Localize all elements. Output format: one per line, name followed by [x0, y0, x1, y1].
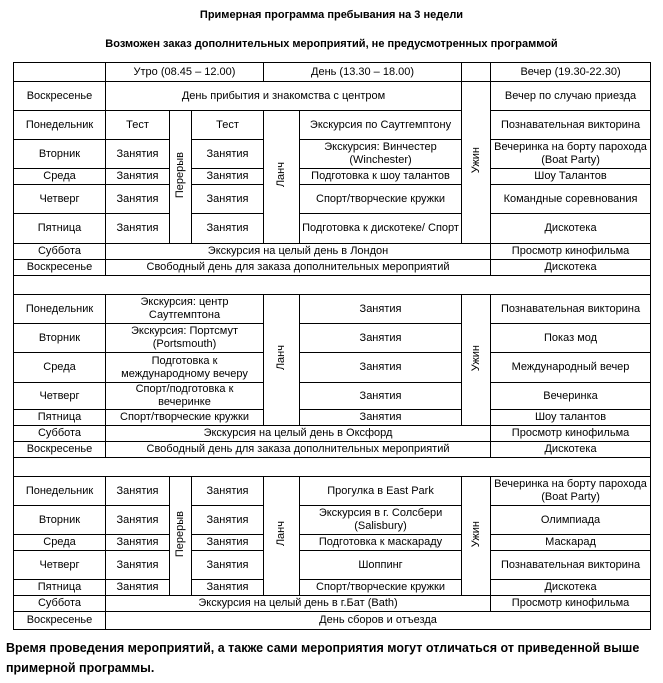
table-row	[14, 244, 651, 260]
day-cell: Пятница	[14, 580, 106, 596]
activity-cell: Свободный день для заказа дополнительных мероприятий	[106, 260, 491, 276]
dinner-break-cell: Ужин	[462, 295, 491, 426]
evening-cell: Вечер по случаю приезда	[491, 82, 651, 111]
table-row	[14, 506, 651, 535]
day-cell: Вторник	[14, 324, 106, 353]
table-row	[14, 383, 651, 410]
day-cell: Среда	[14, 353, 106, 383]
morning-cell: Подготовка к международному вечеру	[106, 353, 264, 383]
evening-cell: Международный вечер	[491, 353, 651, 383]
table-row	[14, 442, 651, 458]
activity-cell: Экскурсия на целый день в Оксфорд	[106, 426, 491, 442]
table-row	[14, 169, 651, 185]
day-cell: Воскресенье	[14, 442, 106, 458]
day-cell: Понедельник	[14, 295, 106, 324]
evening-cell: Маскарад	[491, 535, 651, 551]
afternoon-cell: Занятия	[300, 353, 462, 383]
morning-cell: Занятия	[192, 214, 264, 244]
table-row	[14, 410, 651, 426]
page-title: Примерная программа пребывания на 3 недели	[199, 9, 464, 21]
page-subtitle: Возможен заказ дополнительных мероприятий, не предусмотренных программой	[105, 38, 558, 50]
morning-cell: Занятия	[106, 140, 170, 169]
afternoon-cell: Занятия	[300, 383, 462, 410]
day-cell: Пятница	[14, 214, 106, 244]
morning-cell: Занятия	[106, 214, 170, 244]
table-row	[14, 353, 651, 383]
afternoon-cell: Спорт/творческие кружки	[300, 185, 462, 214]
table-row	[14, 580, 651, 596]
morning-cell: Тест	[192, 111, 264, 140]
table-row	[14, 535, 651, 551]
footer-note: Время проведения мероприятий, а также сами мероприятия могут отличаться от приведенной выше примерной программы.	[6, 641, 640, 675]
day-cell: Среда	[14, 535, 106, 551]
morning-cell: Тест	[106, 111, 170, 140]
dinner-break-cell: Ужин	[462, 477, 491, 596]
pause-break-cell: Перерыв	[170, 111, 192, 244]
morning-cell: Занятия	[106, 580, 170, 596]
table-row	[14, 140, 651, 169]
morning-cell: Занятия	[192, 535, 264, 551]
day-cell: Среда	[14, 169, 106, 185]
table-row	[14, 612, 651, 630]
table-row	[14, 82, 651, 111]
afternoon-cell: Прогулка в East Park	[300, 477, 462, 506]
day-cell: Суббота	[14, 596, 106, 612]
morning-cell: Занятия	[106, 185, 170, 214]
morning-cell: Спорт/творческие кружки	[106, 410, 264, 426]
activity-cell: День сборов и отъезда	[106, 612, 651, 630]
afternoon-cell: Спорт/творческие кружки	[300, 580, 462, 596]
afternoon-cell: Занятия	[300, 295, 462, 324]
header-row	[14, 63, 651, 82]
table-row	[14, 214, 651, 244]
morning-cell: Занятия	[106, 506, 170, 535]
table-row	[14, 477, 651, 506]
evening-cell: Познавательная викторина	[491, 551, 651, 580]
day-cell: Суббота	[14, 426, 106, 442]
morning-cell: Занятия	[192, 169, 264, 185]
table-row	[14, 324, 651, 353]
morning-cell: Занятия	[192, 140, 264, 169]
evening-cell: Шоу талантов	[491, 410, 651, 426]
afternoon-cell: Экскурсия: Винчестер (Winchester)	[300, 140, 462, 169]
evening-cell: Показ мод	[491, 324, 651, 353]
morning-cell: Занятия	[192, 477, 264, 506]
day-cell: Суббота	[14, 244, 106, 260]
morning-cell: Занятия	[106, 535, 170, 551]
week-separator	[14, 458, 651, 477]
activity-cell: Свободный день для заказа дополнительных мероприятий	[106, 442, 491, 458]
evening-cell: Олимпиада	[491, 506, 651, 535]
evening-cell: Дискотека	[491, 260, 651, 276]
pause-break-cell: Перерыв	[170, 477, 192, 596]
header-day: День (13.30 – 18.00)	[264, 63, 462, 82]
table-row	[14, 426, 651, 442]
header-empty	[14, 63, 106, 82]
afternoon-cell: Занятия	[300, 324, 462, 353]
evening-cell: Просмотр кинофильма	[491, 596, 651, 612]
day-cell: Понедельник	[14, 477, 106, 506]
evening-cell: Дискотека	[491, 442, 651, 458]
morning-cell: Занятия	[106, 477, 170, 506]
header-evening: Вечер (19.30-22.30)	[491, 63, 651, 82]
table-row	[14, 551, 651, 580]
morning-cell: Занятия	[106, 551, 170, 580]
lunch-break-cell: Ланч	[264, 477, 300, 596]
evening-cell: Вечеринка на борту парохода (Boat Party)	[491, 140, 651, 169]
table-row	[14, 295, 651, 324]
morning-cell: Занятия	[192, 580, 264, 596]
header-morning: Утро (08.45 – 12.00)	[106, 63, 264, 82]
lunch-break-cell: Ланч	[264, 295, 300, 426]
day-cell: Четверг	[14, 551, 106, 580]
day-cell: Четверг	[14, 185, 106, 214]
lunch-break-cell: Ланч	[264, 111, 300, 244]
afternoon-cell: Занятия	[300, 410, 462, 426]
morning-cell: Занятия	[192, 185, 264, 214]
day-cell: Воскресенье	[14, 82, 106, 111]
table-row	[14, 260, 651, 276]
afternoon-cell: Экскурсия в г. Солсбери (Salisbury)	[300, 506, 462, 535]
day-cell: Воскресенье	[14, 612, 106, 630]
day-cell: Вторник	[14, 506, 106, 535]
evening-cell: Познавательная викторина	[491, 295, 651, 324]
morning-cell: Занятия	[192, 551, 264, 580]
afternoon-cell: Подготовка к маскараду	[300, 535, 462, 551]
afternoon-cell: Экскурсия по Саутгемптону	[300, 111, 462, 140]
evening-cell: Дискотека	[491, 580, 651, 596]
day-cell: Четверг	[14, 383, 106, 410]
evening-cell: Командные соревнования	[491, 185, 651, 214]
evening-cell: Дискотека	[491, 214, 651, 244]
day-cell: Понедельник	[14, 111, 106, 140]
evening-cell: Просмотр кинофильма	[491, 426, 651, 442]
activity-cell: День прибытия и знакомства с центром	[106, 82, 462, 111]
header-empty	[462, 63, 491, 82]
activity-cell: Экскурсия на целый день в г.Бат (Bath)	[106, 596, 491, 612]
evening-cell: Шоу Талантов	[491, 169, 651, 185]
morning-cell: Занятия	[192, 506, 264, 535]
activity-cell: Экскурсия на целый день в Лондон	[106, 244, 491, 260]
table-row	[14, 111, 651, 140]
evening-cell: Просмотр кинофильма	[491, 244, 651, 260]
table-row	[14, 185, 651, 214]
morning-cell: Занятия	[106, 169, 170, 185]
afternoon-cell: Шоппинг	[300, 551, 462, 580]
week-separator	[14, 276, 651, 295]
morning-cell: Спорт/подготовка к вечеринке	[106, 383, 264, 410]
day-cell: Пятница	[14, 410, 106, 426]
dinner-break-cell: Ужин	[462, 82, 491, 244]
afternoon-cell: Подготовка к дискотеке/ Спорт	[300, 214, 462, 244]
morning-cell: Экскурсия: центр Саутгемптона	[106, 295, 264, 324]
evening-cell: Познавательная викторина	[491, 111, 651, 140]
day-cell: Вторник	[14, 140, 106, 169]
morning-cell: Экскурсия: Портсмут (Portsmouth)	[106, 324, 264, 353]
table-row	[14, 596, 651, 612]
day-cell: Воскресенье	[14, 260, 106, 276]
evening-cell: Вечеринка	[491, 383, 651, 410]
evening-cell: Вечеринка на борту парохода (Boat Party)	[491, 477, 651, 506]
schedule-table	[13, 62, 651, 630]
afternoon-cell: Подготовка к шоу талантов	[300, 169, 462, 185]
